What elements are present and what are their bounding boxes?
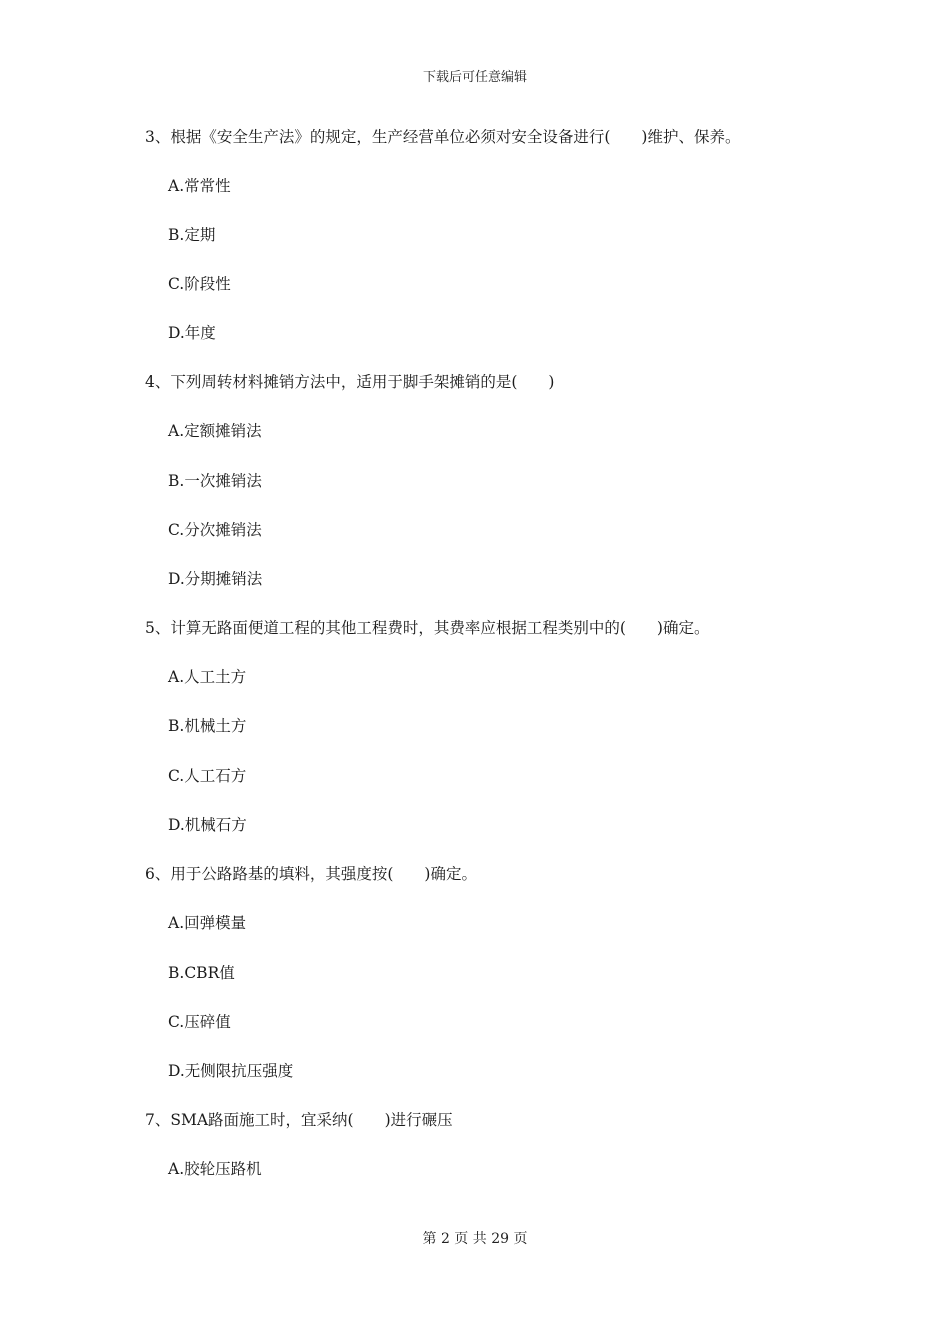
option-d: D.年度 xyxy=(168,324,216,342)
page-footer: 第 2 页 共 29 页 xyxy=(422,1231,528,1247)
option-d: D.无侧限抗压强度 xyxy=(168,1062,294,1080)
option-c: C.压碎值 xyxy=(168,1013,231,1031)
option-a: A.胶轮压路机 xyxy=(168,1160,262,1178)
option-b: B.定期 xyxy=(168,226,216,244)
page-header: 下载后可任意编辑 xyxy=(422,70,527,85)
option-a: A.回弹模量 xyxy=(168,914,247,932)
question-stem: 4、下列周转材料摊销方法中，适用于脚手架摊销的是( ) xyxy=(145,373,555,391)
option-c: C.阶段性 xyxy=(168,275,231,293)
option-d: D.机械石方 xyxy=(168,816,247,834)
option-a: A.定额摊销法 xyxy=(168,422,262,440)
option-a: A.人工土方 xyxy=(168,668,247,686)
question-stem: 3、根据《安全生产法》的规定，生产经营单位必须对安全设备进行( )维护、保养。 xyxy=(145,128,741,146)
option-b: B.CBR值 xyxy=(168,964,235,982)
question-stem: 6、用于公路路基的填料，其强度按( )确定。 xyxy=(145,865,477,883)
question-stem: 7、SMA路面施工时，宜采纳( )进行碾压 xyxy=(145,1111,453,1129)
option-c: C.人工石方 xyxy=(168,767,247,785)
option-b: B.一次摊销法 xyxy=(168,472,262,490)
option-a: A.常常性 xyxy=(168,177,231,195)
option-d: D.分期摊销法 xyxy=(168,570,263,588)
option-c: C.分次摊销法 xyxy=(168,521,262,539)
question-stem: 5、计算无路面便道工程的其他工程费时，其费率应根据工程类别中的( )确定。 xyxy=(145,619,710,637)
option-b: B.机械土方 xyxy=(168,717,247,735)
